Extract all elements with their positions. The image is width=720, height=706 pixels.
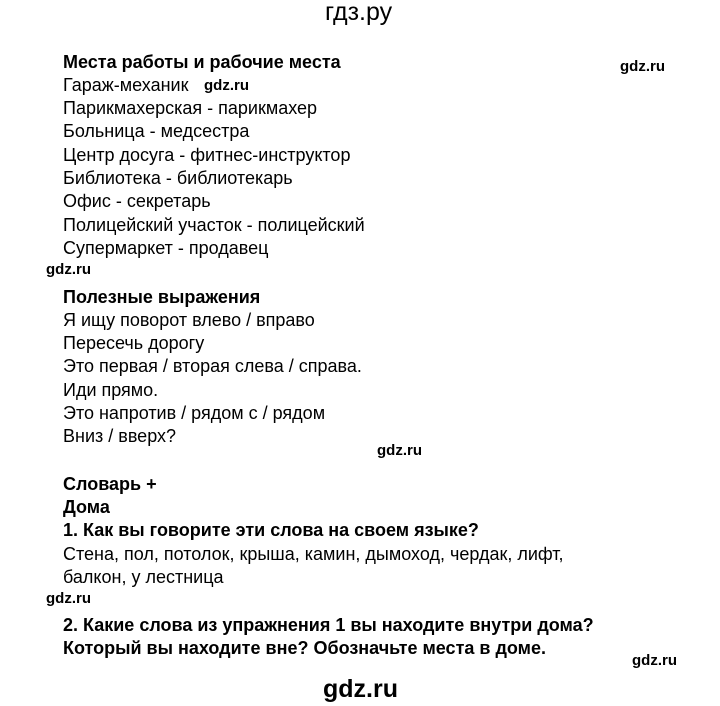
watermark-top: гдз.ру — [325, 0, 393, 26]
list-item: Больница - медсестра — [63, 121, 250, 141]
task-2-question: Который вы находите вне? Обозначьте места в доме. — [63, 638, 546, 658]
watermark-bottom: gdz.ru — [323, 675, 398, 703]
list-item: Это напротив / рядом с / рядом — [63, 403, 326, 423]
task-1-text: балкон, у лестница — [63, 567, 224, 587]
section-subheading: Дома — [63, 497, 110, 517]
watermark-small: gdz.ru — [204, 77, 249, 94]
watermark-small: gdz.ru — [632, 652, 677, 669]
section-heading: Места работы и рабочие места — [63, 52, 341, 72]
list-item: Офис - секретарь — [63, 191, 211, 211]
section-heading: Словарь + — [63, 474, 157, 494]
list-item: Иди прямо. — [63, 380, 159, 400]
list-item: Супермаркет - продавец — [63, 238, 269, 258]
watermark-small: gdz.ru — [46, 590, 91, 607]
list-item: Я ищу поворот влево / вправо — [63, 310, 315, 330]
section-heading: Полезные выражения — [63, 287, 261, 307]
watermark-small: gdz.ru — [620, 58, 665, 75]
task-2-question: 2. Какие слова из упражнения 1 вы находите внутри дома? — [63, 615, 594, 635]
list-item: Пересечь дорогу — [63, 333, 205, 353]
list-item: Вниз / вверх? — [63, 426, 177, 446]
watermark-small: gdz.ru — [46, 261, 91, 278]
list-item: Это первая / вторая слева / справа. — [63, 356, 362, 376]
list-item: Центр досуга - фитнес-инструктор — [63, 145, 351, 165]
watermark-small: gdz.ru — [377, 442, 422, 459]
list-item: Парикмахерская - парикмахер — [63, 98, 318, 118]
list-item: Библиотека - библиотекарь — [63, 168, 293, 188]
list-item: Полицейский участок - полицейский — [63, 215, 365, 235]
task-1-question: 1. Как вы говорите эти слова на своем языке? — [63, 520, 479, 540]
task-1-text: Стена, пол, потолок, крыша, камин, дымоход, чердак, лифт, — [63, 544, 564, 564]
list-item: Гараж-механик — [63, 75, 189, 95]
